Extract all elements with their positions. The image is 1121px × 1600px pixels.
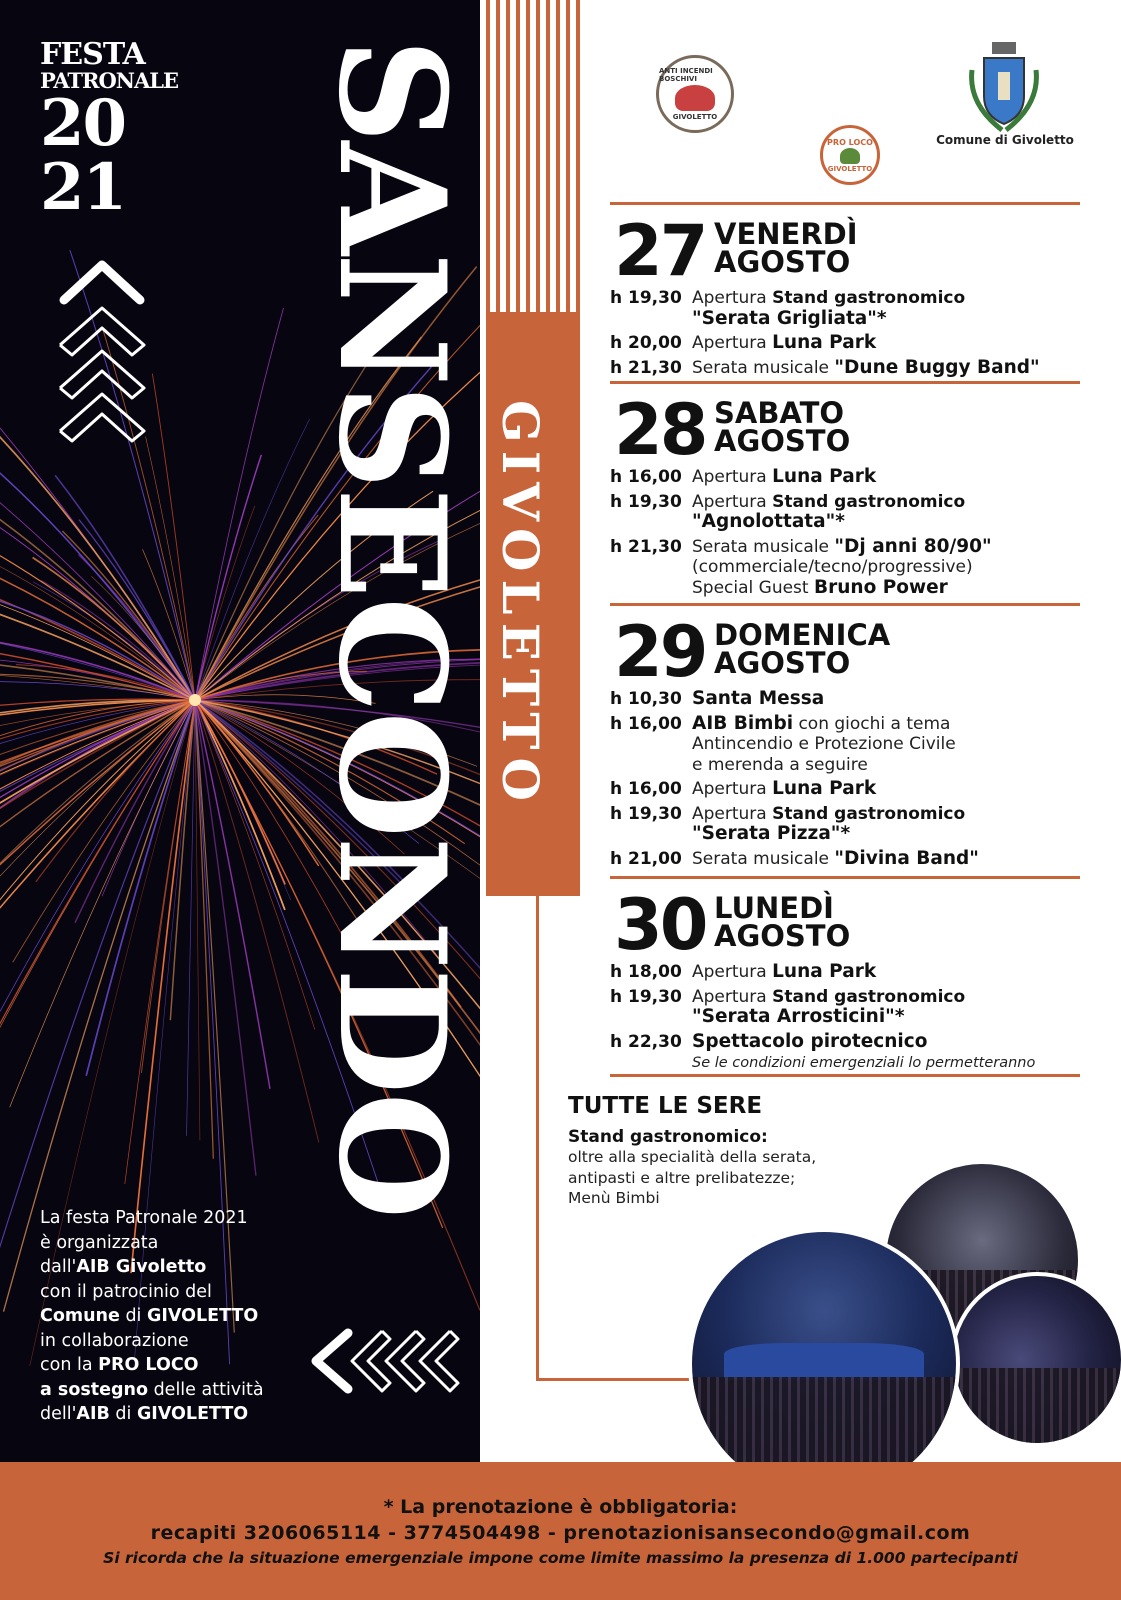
event-guest: Bruno Power [814, 576, 948, 598]
event-time: h 19,30 [610, 491, 682, 512]
festa-line1: FESTA [40, 37, 145, 72]
organizer-text [40, 1206, 340, 1427]
event-highlight: "Divina Band" [834, 847, 979, 869]
org-line [40, 1402, 340, 1427]
proloco-logo-top: PRO LOCO [827, 137, 873, 147]
event-text: Apertura [692, 288, 773, 308]
day-header [610, 389, 1080, 471]
firework-streak [195, 506, 255, 700]
org-text-part: dall' [40, 1257, 77, 1277]
event-body [692, 467, 1080, 488]
event-special: "Serata Pizza"* [692, 823, 851, 844]
comune-label: Comune di Givoletto [936, 133, 1074, 147]
day-name: SABATO [714, 396, 845, 430]
venue-name: piazza della concordia [555, 450, 584, 772]
day-header [610, 611, 1080, 693]
event-time: h 19,30 [610, 288, 682, 308]
bracket-line-vertical [536, 896, 539, 1381]
coat-of-arms-icon [966, 40, 1042, 132]
event-row [610, 849, 1080, 870]
event-highlight: Stand gastronomico [772, 288, 966, 308]
event-row [610, 804, 1080, 845]
event-row [610, 467, 1080, 488]
event-row [610, 333, 1080, 354]
tutte-title: TUTTE LE SERE [568, 1093, 763, 1119]
event-highlight: Stand gastronomico [772, 491, 966, 512]
firework-streak [0, 700, 195, 961]
contact-line: recapiti 3206065114 - 3774504498 - prenotazionisansecondo@gmail.com [150, 1522, 971, 1544]
org-text-part: di [119, 1306, 147, 1326]
event-highlight: Spettacolo pirotecnico [692, 1030, 928, 1052]
org-line: La festa Patronale 2021 [40, 1208, 248, 1228]
day-block [610, 884, 1080, 1074]
stage-photo [950, 1272, 1121, 1447]
year-second: 21 [40, 150, 126, 225]
event-time: h 19,30 [610, 986, 682, 1007]
divider [610, 202, 1080, 205]
event-text: Serata musicale [692, 536, 835, 557]
event-highlight: Luna Park [772, 961, 877, 982]
org-text-part: delle attività [148, 1379, 264, 1400]
org-givoletto: GIVOLETTO [136, 1404, 249, 1424]
bracket-line-horizontal [536, 1378, 701, 1381]
event-time: h 20,00 [610, 333, 682, 353]
divider [610, 603, 1080, 606]
day-header [610, 884, 1080, 966]
event-text: Special Guest [692, 577, 814, 598]
event-row [610, 358, 1080, 379]
event-special: "Agnolottata"* [692, 511, 845, 532]
event-row [610, 689, 1080, 710]
day-month: AGOSTO [714, 646, 851, 680]
event-text: Serata musicale [692, 357, 835, 378]
day-month: AGOSTO [714, 919, 851, 953]
event-row [610, 987, 1080, 1028]
event-body [692, 804, 1080, 845]
org-proloco: PRO LOCO [98, 1355, 199, 1375]
day-block [610, 611, 1080, 869]
event-text: Apertura [692, 333, 773, 353]
event-body [692, 987, 1080, 1028]
event-body [692, 779, 1080, 800]
aib-logo-bottom: GIVOLETTO [672, 113, 718, 121]
proloco-logo [820, 125, 880, 185]
day-number: 28 [614, 389, 706, 471]
org-sostegno: a sostegno [40, 1379, 148, 1400]
event-time: h 21,30 [610, 357, 682, 378]
org-line: è organizzata [40, 1232, 159, 1253]
event-highlight: Luna Park [772, 778, 877, 799]
org-aib: AIB Givoletto [76, 1257, 207, 1277]
event-highlight: Luna Park [772, 466, 877, 487]
firework-streak [0, 700, 195, 1135]
festa-line2: PATRONALE [40, 68, 179, 93]
firework-streak [0, 548, 195, 700]
tent-shape [724, 1343, 925, 1380]
flame-icon [675, 85, 715, 111]
festival-photo [688, 1228, 960, 1500]
event-time: h 19,30 [610, 803, 682, 824]
firework-streak [141, 700, 195, 1073]
reservation-notice: * La prenotazione è obbligatoria: [383, 1496, 738, 1518]
divider [610, 381, 1080, 384]
org-text-part: dell' [40, 1404, 77, 1424]
event-body [692, 333, 1080, 354]
org-aib: AIB [76, 1404, 110, 1424]
footer [0, 1462, 1121, 1600]
day-month: AGOSTO [714, 424, 851, 458]
firework-streak [187, 700, 195, 1136]
event-text: Apertura [692, 962, 773, 982]
aib-logo-top: ANTI INCENDI BOSCHIVI [659, 67, 713, 83]
tutte-line: antipasti e altre prelibatezze; [568, 1168, 796, 1187]
org-line [40, 1304, 340, 1329]
event-text: con giochi a tema [793, 713, 951, 734]
event-row [610, 288, 1080, 329]
stripe-decoration [486, 0, 580, 320]
org-line [40, 1353, 340, 1378]
firework-streak [131, 700, 195, 1273]
event-time: h 21,30 [610, 536, 682, 557]
event-body [692, 962, 1080, 983]
event-row [610, 714, 1080, 776]
firework-streak [125, 700, 195, 1184]
event-text: Apertura [692, 779, 773, 799]
day-number: 29 [614, 611, 706, 693]
event-highlight: Santa Messa [692, 688, 825, 709]
year-first: 20 [40, 86, 126, 161]
event-highlight: AIB Bimbi [692, 712, 794, 734]
event-body [692, 689, 1080, 710]
event-time: h 16,00 [610, 467, 682, 487]
event-highlight: Stand gastronomico [772, 986, 966, 1007]
tutte-line: oltre alla specialità della serata, [568, 1148, 817, 1166]
event-time: h 22,30 [610, 1031, 682, 1052]
event-text: Apertura [692, 803, 773, 824]
proloco-logo-bottom: GIVOLETTO [827, 164, 873, 173]
crowd-shape [954, 1368, 1121, 1443]
org-line [40, 1255, 340, 1280]
firework-streak [195, 419, 310, 700]
event-detail: e merenda a seguire [692, 754, 868, 775]
firework-streak [0, 700, 195, 949]
event-row [610, 1032, 1080, 1074]
event-body [692, 1032, 1080, 1074]
day-name: DOMENICA [714, 618, 891, 652]
tree-icon [840, 148, 860, 164]
event-text: Apertura [692, 467, 773, 487]
event-time: h 16,00 [610, 779, 682, 799]
event-time: h 16,00 [610, 713, 682, 734]
event-detail: Antincendio e Protezione Civile [692, 734, 956, 754]
event-special: "Serata Grigliata"* [692, 307, 887, 329]
divider [610, 876, 1080, 879]
org-comune: Comune [40, 1306, 120, 1326]
org-text-part: con la [40, 1355, 99, 1375]
tutte-le-sere-section [568, 1093, 848, 1209]
event-row [610, 962, 1080, 983]
event-body [692, 492, 1080, 533]
day-block [610, 210, 1080, 378]
event-time: h 21,00 [610, 848, 682, 869]
firework-streak [0, 700, 195, 1164]
tutte-line: Menù Bimbi [568, 1189, 660, 1207]
org-line [40, 1378, 340, 1403]
festa-patronale-label [40, 37, 179, 225]
event-highlight: Stand gastronomico [772, 803, 966, 824]
event-text: Serata musicale [692, 848, 835, 869]
day-block [610, 389, 1080, 598]
day-header [610, 210, 1080, 292]
event-row [610, 779, 1080, 800]
event-body [692, 849, 1080, 870]
event-row [610, 537, 1080, 599]
day-name: LUNEDÌ [714, 891, 834, 925]
event-body [692, 358, 1080, 379]
event-body [692, 714, 1080, 776]
event-title: SANSECONDO [306, 38, 477, 1218]
org-line: in collaborazione [40, 1330, 189, 1351]
org-givoletto: GIVOLETTO [147, 1306, 259, 1326]
firework-core [189, 694, 201, 706]
event-highlight: "Dj anni 80/90" [834, 535, 992, 557]
day-name: VENERDÌ [714, 217, 858, 251]
town-name: GIVOLETTO [491, 400, 550, 810]
event-note: Se le condizioni emergenziali lo permetteranno [692, 1055, 1036, 1071]
firework-streak [10, 700, 195, 1107]
divider [610, 1074, 1080, 1077]
event-highlight: Luna Park [772, 332, 877, 353]
day-number: 30 [614, 884, 706, 966]
firework-streak [170, 700, 195, 1020]
tutte-subtitle: Stand gastronomico: [568, 1127, 768, 1147]
event-time: h 10,30 [610, 689, 682, 709]
aib-logo [656, 55, 734, 133]
event-time: h 18,00 [610, 962, 682, 982]
event-detail: (commerciale/tecno/progressive) [692, 557, 973, 577]
org-text-part: di [109, 1404, 137, 1424]
event-row [610, 492, 1080, 533]
event-special: "Serata Arrosticini"* [692, 1006, 905, 1027]
event-text: Apertura [692, 986, 773, 1007]
day-number: 27 [614, 210, 706, 292]
event-body [692, 537, 1080, 599]
event-text: Apertura [692, 491, 773, 512]
event-body [692, 288, 1080, 329]
day-month: AGOSTO [714, 245, 851, 279]
capacity-notice: Si ricorda che la situazione emergenziale impone come limite massimo la presenza di 1.000 partecipanti [103, 1549, 1018, 1567]
event-highlight: "Dune Buggy Band" [834, 356, 1040, 378]
org-line: con il patrocinio del [40, 1281, 212, 1302]
chevrons-up-icon [52, 250, 152, 465]
